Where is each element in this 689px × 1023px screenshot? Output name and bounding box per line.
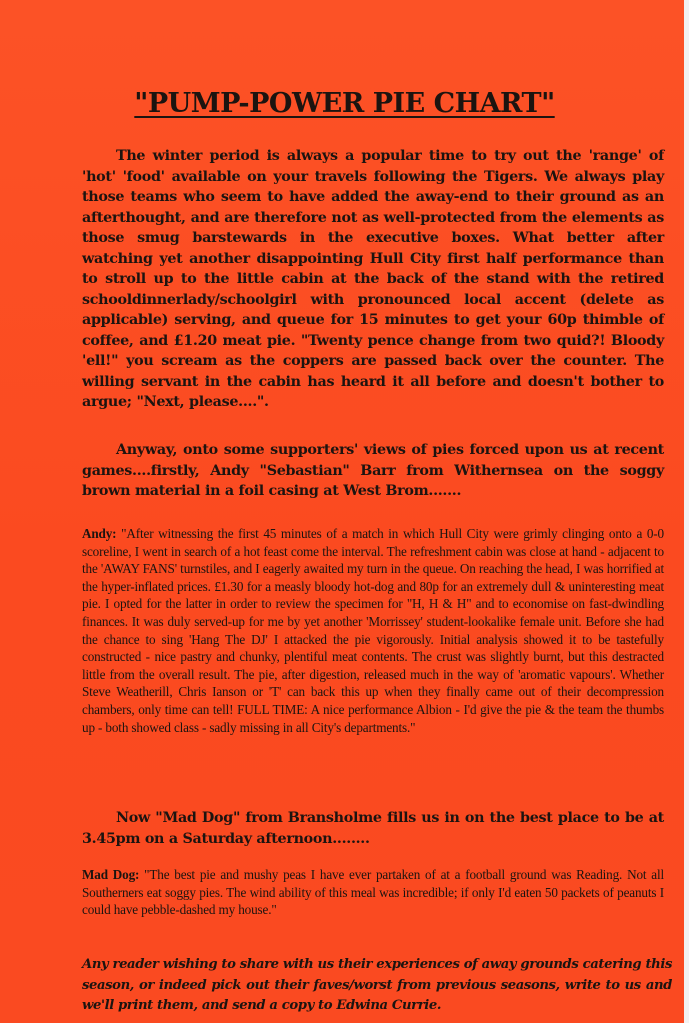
closing-note: Any reader wishing to share with us their experiences of away grounds catering this season, or indeed pick out their faves/worst from previous seasons, write to us and we'll print them, and send a copy to Edwina Currie. [82, 957, 672, 1013]
maddog-quote-text: "The best pie and mushy peas I have ever partaken of at a football ground was Reading. Not all Southerners eat soggy pies. The wind ability of this meal was incredible; if only I'd eaten 50 packets of peanuts I could have pebble-dashed my house." [82, 867, 664, 918]
maddog-quote [82, 866, 664, 919]
page-edge [684, 0, 689, 1023]
andy-speaker: Andy: [82, 526, 117, 541]
andy-quote-text: "After witnessing the first 45 minutes of a match in which Hull City were grimly clinging onto a 0-0 scoreline, I went in search of a hot feast come the interval. The refreshment cabin was close at hand - adjacent to the 'AWAY FANS' turnstiles, and I eagerly awaited my turn in the queue. On reaching the head, I was horrified at the hyper-inflated prices. £1.30 for a measly bloody hot-dog and 80p for an extremely dull & uninteresting meat pie. I opted for the latter in order to review the specimen for "H, H & H" and to economise on fast-dwindling finances. It was duly served-up for me by yet another 'Morrissey' student-lookalike female unit. Before she had the chance to sing 'Hang The DJ' I attacked the pie vigorously. Initial analysis showed it to be tastefully constructed - nice pastry and chunky, plentiful meat contents. The crust was slightly burnt, but this destracted little from the overall result. The pie, after digestion, released much in the way of 'aromatic vapours'. Whether Steve Weatherill, Chris Ianson or 'T' can back this up when they finally came out of their decompression chambers, only time can tell! FULL TIME: A nice performance Albion - I'd give the pie & the team the thumbs up - both showed class - sadly missing in all City's departments." [82, 526, 664, 735]
article-title: "PUMP-POWER PIE CHART" [134, 88, 555, 119]
anyway-paragraph: Anyway, onto some supporters' views of pies forced upon us at recent games....firstly, Andy "Sebastian" Barr from Withernsea on the soggy brown material in a foil casing at West Brom....... [82, 442, 664, 499]
maddog-speaker: Mad Dog: [82, 867, 140, 882]
andy-quote [82, 525, 664, 736]
maddog-intro-paragraph: Now "Mad Dog" from Bransholme fills us in on the best place to be at 3.45pm on a Saturday afternoon........ [82, 810, 664, 847]
intro-paragraph: The winter period is always a popular time to try out the 'range' of 'hot' 'food' available on your travels following the Tigers. We always play those teams who seem to have added the away-end to their ground as an afterthought, and are therefore not as well-protected from the elements as those smug barstewards in the executive boxes. What better after watching yet another disappointing Hull City first half performance than to stroll up to the little cabin at the back of the stand with the retired schooldinnerlady/schoolgirl with pronounced local accent (delete as applicable) serving, and queue for 15 minutes to get your 60p thimble of coffee, and £1.20 meat pie. "Twenty pence change from two quid?! Bloody 'ell!" you scream as the coppers are passed back over the counter. The willing servant in the cabin has heard it all before and doesn't bother to argue; "Next, please....". [82, 148, 664, 410]
